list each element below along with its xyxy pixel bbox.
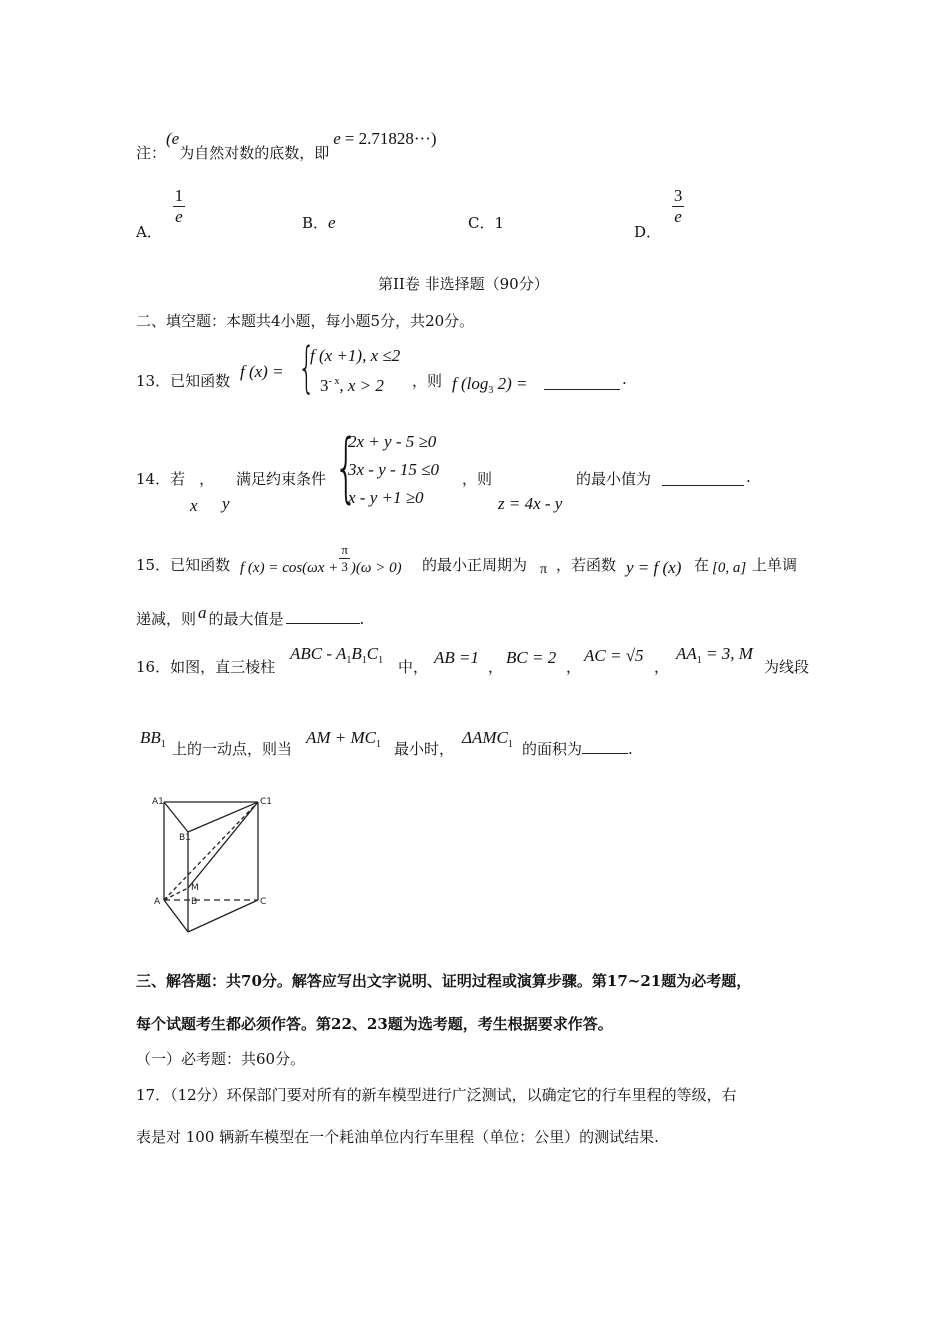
q14-z: z = 4x - y bbox=[498, 494, 563, 513]
note-text: 为自然对数的底数，即 bbox=[179, 144, 330, 162]
q14-then: ，则 bbox=[462, 470, 493, 488]
q17-line1: 17．（12分）环保部门要对所有的新车模型进行广泛测试，以确定它的行车里程的等级，右 bbox=[136, 1086, 737, 1104]
section3-line2: 每个试题考生都必须作答。第22、23题为选考题，考生根据要求作答。 bbox=[136, 1015, 613, 1033]
note-e: e bbox=[333, 129, 341, 148]
q15-text3: 在 bbox=[694, 556, 710, 574]
q16-bc: BC = 2 bbox=[506, 648, 557, 667]
q15-text2: ，若函数 bbox=[556, 556, 617, 574]
label-b1: B1 bbox=[179, 833, 191, 843]
q16-sep3: ， bbox=[654, 658, 670, 676]
q16-sep2: ， bbox=[566, 658, 582, 676]
q13-brace: { bbox=[298, 336, 316, 399]
q14-c2: 3x - y - 15 ≤0 bbox=[348, 460, 439, 479]
q15-interval: [0, a] bbox=[712, 560, 747, 576]
q13-fx: f (x) = bbox=[240, 362, 284, 381]
q16-line2c: 的面积为 . bbox=[522, 740, 633, 758]
q16-mid: 中， bbox=[398, 658, 429, 676]
option-c-label: C． bbox=[468, 214, 495, 232]
note-value: = 2.71828···) bbox=[344, 129, 437, 148]
section3-sub: （一）必考题：共60分。 bbox=[136, 1050, 306, 1068]
label-a1: A1 bbox=[152, 797, 164, 807]
q15-func: f (x) = cos(ωx + $\frac{\pi}{3}$ )(ω > 0) bbox=[240, 542, 402, 576]
q16-line2b: 最小时， bbox=[394, 740, 455, 758]
q14-cond: 满足约束条件 bbox=[236, 470, 327, 488]
note-line bbox=[136, 128, 437, 162]
option-b bbox=[302, 212, 336, 233]
section3-line1: 三、解答题：共70分。解答应写出文字说明、证明过程或演算步骤。第17~21题为必考题， bbox=[136, 972, 752, 990]
option-b-label: B． bbox=[302, 214, 329, 232]
q16-ac: AC = √5 bbox=[584, 646, 644, 665]
seg-am bbox=[164, 888, 188, 900]
q14-ask: 的最小值为 bbox=[576, 470, 652, 488]
q17-line2: 表是对 100 辆新车模型在一个耗油单位内行车里程（单位：公里）的测试结果. bbox=[136, 1128, 659, 1146]
q16-am: AM + $MC_1$ bbox=[306, 728, 382, 750]
q13-end: . bbox=[622, 370, 627, 388]
q16-bb: $BB_1$ bbox=[140, 728, 166, 750]
q14-end: . bbox=[746, 468, 751, 486]
option-c-value: 1 bbox=[494, 214, 505, 232]
q16-aa: $AA_1 = 3$, M bbox=[676, 644, 753, 666]
q13-then: ，则 bbox=[412, 372, 443, 390]
q15-text4: 上单调 bbox=[752, 556, 798, 574]
q16-ab: AB =1 bbox=[434, 648, 479, 667]
q15-yeq: y = f (x) bbox=[626, 558, 682, 577]
option-b-value: e bbox=[328, 213, 336, 232]
note-prefix: 注： bbox=[136, 144, 167, 162]
q13-query: f ($\log_3$ 2) = bbox=[452, 374, 528, 396]
q14-blank bbox=[662, 471, 744, 486]
option-d bbox=[634, 186, 684, 241]
q14-y: y bbox=[222, 494, 230, 513]
q13-blank bbox=[544, 375, 620, 390]
label-b: B bbox=[191, 897, 198, 907]
seg-ac1 bbox=[164, 802, 258, 900]
option-d-label: D． bbox=[634, 222, 662, 241]
label-a: A bbox=[154, 897, 161, 907]
edge-bc bbox=[188, 900, 258, 932]
edge-a1b1 bbox=[164, 802, 188, 832]
q15-line2: 递减，则 a 的最大值是 . bbox=[136, 603, 365, 628]
q16-line2a: 上的一动点，则当 bbox=[172, 740, 293, 758]
q13-case1: f (x +1), x ≤2 bbox=[310, 346, 401, 365]
note-open: (e bbox=[166, 129, 180, 148]
q13-case2: $3^{- x}$, x > 2 bbox=[320, 376, 384, 395]
option-a-fraction: $\frac{1}{e}$ bbox=[174, 186, 184, 226]
part2-title: 第II卷 非选择题（90分） bbox=[378, 275, 549, 293]
q13-label: 13．已知函数 bbox=[136, 372, 231, 390]
edge-b1c1 bbox=[188, 802, 258, 832]
q16-sep1: ， bbox=[488, 658, 504, 676]
q14-x: x bbox=[190, 496, 198, 515]
option-a-label: A． bbox=[136, 222, 162, 241]
q15-text1: 的最小正周期为 bbox=[422, 556, 528, 574]
q14-c3: x - y +1 ≥0 bbox=[348, 488, 424, 507]
prism-figure bbox=[148, 792, 278, 940]
q16-prism: ABC - $A_1B_1C_1$ bbox=[290, 644, 384, 666]
q15-label: 15．已知函数 bbox=[136, 556, 231, 574]
seg-mc1 bbox=[188, 802, 258, 888]
q16-label: 16．如图，直三棱柱 bbox=[136, 658, 276, 676]
label-c1: C1 bbox=[260, 797, 273, 807]
label-c: C bbox=[260, 897, 267, 907]
q14-brace: { bbox=[334, 422, 359, 511]
q14-c1: 2x + y - 5 ≥0 bbox=[348, 432, 437, 451]
q15-pi: π bbox=[540, 562, 548, 577]
q16-seg: 为线段 bbox=[764, 658, 810, 676]
q14-label: 14．若 ， bbox=[136, 470, 215, 488]
label-m: M bbox=[191, 883, 199, 893]
edge-ab bbox=[164, 900, 188, 932]
option-a bbox=[136, 186, 185, 241]
option-d-fraction: $\frac{3}{e}$ bbox=[673, 186, 683, 226]
option-c bbox=[468, 212, 504, 233]
q16-tri: $\Delta AMC_1$ bbox=[462, 728, 513, 750]
section2-header: 二、填空题：本题共4小题，每小题5分，共20分。 bbox=[136, 312, 475, 330]
